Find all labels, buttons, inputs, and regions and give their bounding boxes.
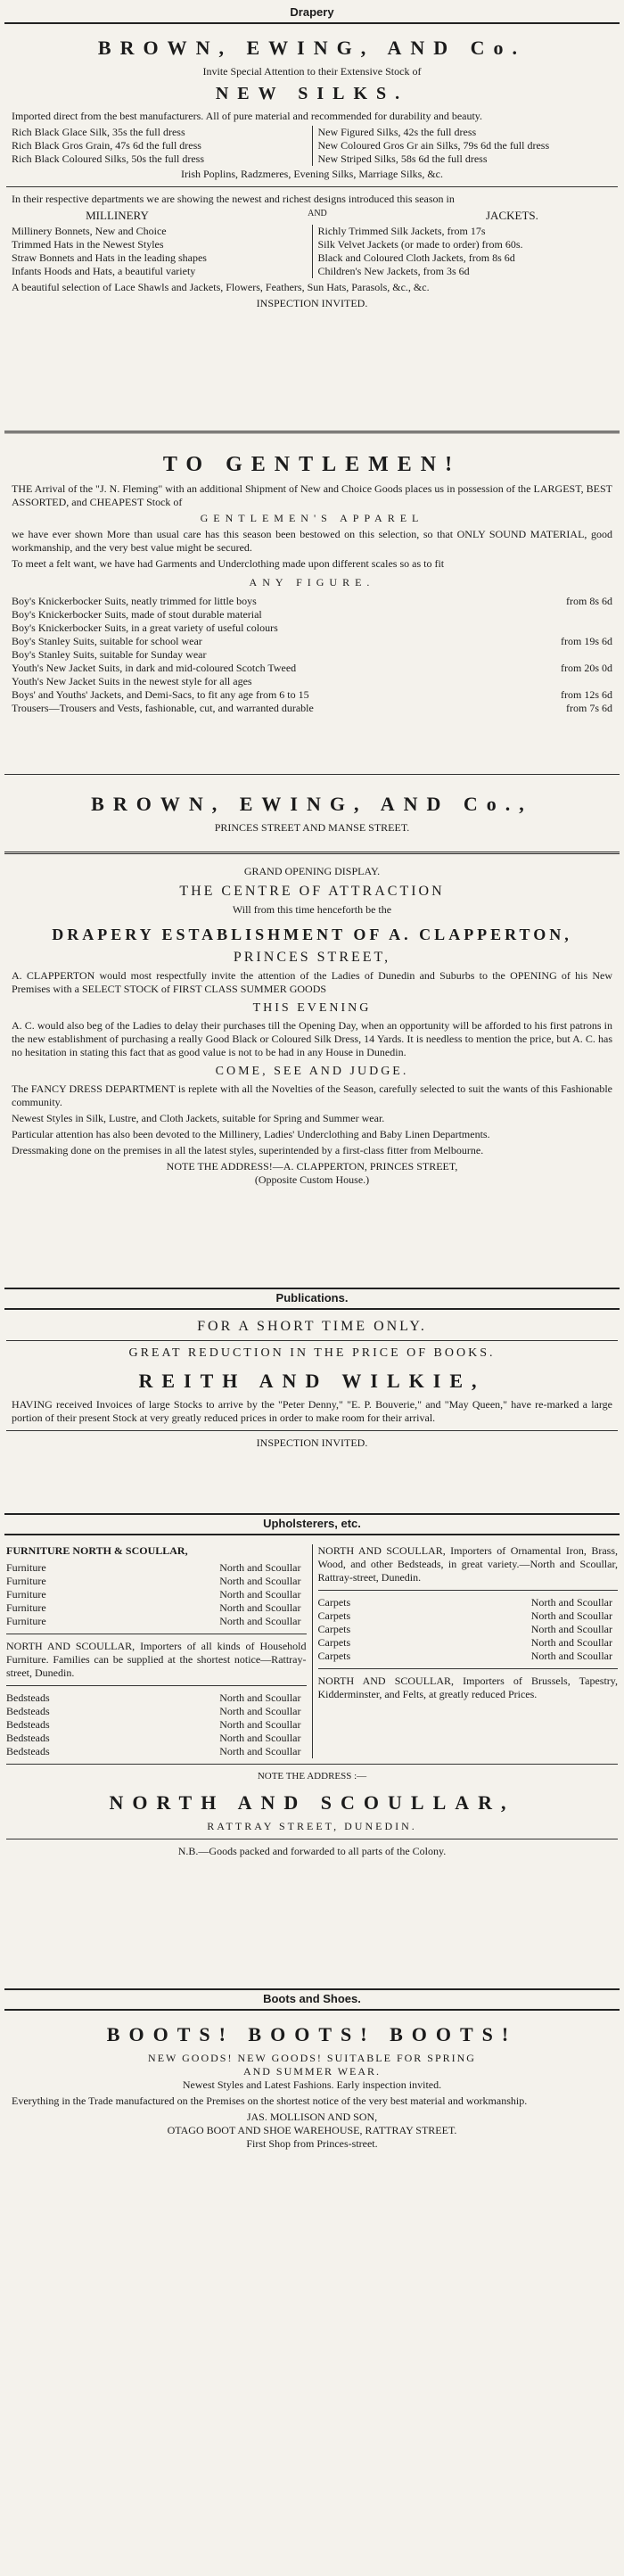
divider: [4, 852, 620, 854]
ad-subheading: NEW SILKS.: [215, 84, 409, 103]
item-text: Boy's Stanley Suits, suitable for school wear: [12, 635, 202, 647]
list-item: [318, 1650, 619, 1663]
list-item: New Striped Silks, 58s 6d the full dress: [317, 152, 488, 165]
ad-heading: BROWN, EWING, AND Co.,: [91, 793, 533, 815]
item-text: Boy's Knickerbocker Suits, neatly trimmed for little boys: [12, 595, 257, 607]
dept-columns: [12, 225, 612, 278]
list-item: [12, 608, 612, 621]
list-item: [6, 1745, 307, 1758]
dept-heads: [6, 209, 618, 223]
list-item: Black and Coloured Cloth Jackets, from 8s 6d: [317, 251, 515, 264]
item-text: Boy's Knickerbocker Suits, made of stout durable material: [12, 608, 262, 621]
ad-paragraph: NORTH AND SCOULLAR, Importers of Brussels, Tapestry, Kidderminster, and Felts, at greatly reduced Prices.: [317, 1675, 618, 1700]
item-maker: North and Scoullar: [530, 1650, 612, 1662]
item-text: Bedsteads: [6, 1732, 50, 1744]
list-item: [12, 675, 612, 688]
item-price: from 20s 0d: [561, 662, 612, 674]
list-item: New Figured Silks, 42s the full dress: [317, 126, 477, 138]
section-heading-publications: Publications.: [4, 1288, 620, 1310]
item-maker: North and Scoullar: [219, 1615, 301, 1627]
list-item: Children's New Jackets, from 3s 6d: [317, 265, 470, 277]
ad-heading: DRAPERY ESTABLISHMENT OF A. CLAPPERTON,: [52, 926, 572, 943]
item-text: Carpets: [317, 1650, 351, 1662]
ad-paragraph: Imported direct from the best manufacturers. All of pure material and recommended for durability and beauty.: [12, 110, 483, 122]
item-maker: North and Scoullar: [219, 1705, 301, 1717]
millinery-column: [12, 225, 307, 278]
ad-paragraph: A beautiful selection of Lace Shawls and Jackets, Flowers, Feathers, Sun Hats, Parasols, &c., &c.: [12, 281, 430, 293]
ad-line: First Shop from Princes-street.: [246, 2137, 378, 2150]
item-text: Youth's New Jacket Suits, in dark and mid-coloured Scotch Tweed: [12, 662, 297, 674]
divider: [6, 1764, 618, 1765]
list-item: [12, 635, 612, 648]
list-item: Trimmed Hats in the Newest Styles: [12, 238, 164, 251]
ad-paragraph: The FANCY DRESS DEPARTMENT is replete with all the Novelties of the Season, carefully selected to suit the wants of this Fashionable community.: [12, 1082, 612, 1108]
ad-paragraph: Particular attention has also been devoted to the Millinery, Ladies' Underclothing and Baby Linen Departments.: [12, 1128, 490, 1140]
section-heading-upholsterers: Upholsterers, etc.: [4, 1513, 620, 1535]
item-text: Furniture: [6, 1561, 46, 1574]
item-maker: North and Scoullar: [219, 1745, 301, 1757]
ad-paragraph: To meet a felt want, we have had Garments and Underclothing made upon different scales so as to fit: [12, 557, 445, 570]
list-item: [6, 1601, 307, 1615]
north-right-column: [312, 1544, 619, 1758]
list-item: [318, 1609, 619, 1623]
ad-paragraph: NORTH AND SCOULLAR, Importers of all kinds of Household Furniture. Families can be supplied at the shortest notice—Rattray-street, Dunedin.: [6, 1640, 307, 1679]
ad-heading: REITH AND WILKIE,: [138, 1370, 486, 1392]
ad-paragraph: In their respective departments we are showing the newest and richest designs introduced this season in: [12, 193, 455, 205]
silk-left-column: [12, 126, 307, 166]
ad-line: Invite Special Attention to their Extensive Stock of: [202, 65, 422, 78]
list-item: Infants Hoods and Hats, a beautiful variety: [12, 265, 196, 277]
list-item: [6, 1732, 307, 1745]
list-item: [6, 1615, 307, 1628]
list-item: Millinery Bonnets, New and Choice: [12, 225, 167, 237]
silk-price-columns: [12, 126, 612, 166]
ad-line: GRAND OPENING DISPLAY.: [243, 865, 381, 877]
jackets-column: [312, 225, 613, 278]
inspection-line: INSPECTION INVITED.: [256, 1436, 368, 1449]
list-item: New Coloured Gros Gr ain Silks, 79s 6d the full dress: [317, 139, 550, 152]
ad-line: Will from this time henceforth be the: [232, 903, 392, 916]
price-list: [12, 595, 612, 715]
list-item: [318, 1596, 619, 1609]
item-text: Youth's New Jacket Suits in the newest style for all ages: [12, 675, 252, 687]
ad-subheading: GENTLEMEN'S APPAREL: [200, 512, 424, 524]
ad-heading: NORTH AND SCOULLAR,: [109, 1791, 515, 1814]
item-maker: North and Scoullar: [530, 1596, 612, 1609]
silk-right-column: [312, 126, 613, 166]
ad-subheading: COME, SEE AND JUDGE.: [215, 1065, 409, 1078]
list-item: Silk Velvet Jackets (or made to order) from 60s.: [317, 238, 523, 251]
ad-paragraph: Everything in the Trade manufactured on the Premises on the shortest notice of the very best material and workmanship.: [12, 2095, 528, 2107]
item-text: Furniture: [6, 1601, 46, 1614]
clapperton-ad: [4, 861, 620, 1288]
ad-subheading: FOR A SHORT TIME ONLY.: [197, 1319, 427, 1334]
list-item: Straw Bonnets and Hats in the leading shapes: [12, 251, 207, 264]
ad-paragraph: A. C. would also beg of the Ladies to delay their purchases till the Opening Day, when an opportunity will be afforded to his first patrons in the new establishment of purchasing a really Good Black or Coloured Silk Dress, 14 Yards. It is needless to mention the price, but A. C. has no hesitation in stating this fact that as good value is not to be had in any House in Dunedin.: [12, 1019, 612, 1058]
item-text: Carpets: [317, 1609, 351, 1622]
item-text: Bedsteads: [6, 1745, 50, 1757]
brown-ewing-silks-ad: [4, 24, 620, 424]
reith-wilkie-ad: [4, 1310, 620, 1513]
ad-address: (Opposite Custom House.): [254, 1173, 370, 1186]
item-maker: North and Scoullar: [219, 1601, 301, 1614]
ad-paragraph: A. CLAPPERTON would most respectfully invite the attention of the Ladies of Dunedin and Suburbs to the OPENING of his New Premises with a SELECT STOCK of FIRST CLASS SUMMER GOODS: [12, 969, 612, 995]
millinery-heading: MILLINERY: [86, 209, 149, 222]
item-text: Bedsteads: [6, 1718, 50, 1731]
list-item: [6, 1691, 307, 1705]
list-item: [12, 688, 612, 702]
list-item: [318, 1636, 619, 1650]
ad-heading: FURNITURE NORTH & SCOULLAR,: [6, 1544, 188, 1557]
list-item: [6, 1718, 307, 1732]
ad-paragraph: we have ever shown More than usual care has this season been bestowed on this selection, so that ONLY SOUND MATERIAL, good workmanship, and the very best value might be secured.: [12, 528, 612, 554]
ad-paragraph: HAVING received Invoices of large Stocks to arrive by the "Peter Denny," "E. P. Bouverie," and "May Queen," have re-marked a large portion of their present Stock at very greatly reduced prices in order to make room for their arrival.: [12, 1398, 612, 1424]
ad-address: RATTRAY STREET, DUNEDIN.: [207, 1820, 417, 1832]
item-text: Furniture: [6, 1575, 46, 1587]
list-item: [318, 1623, 619, 1636]
item-maker: North and Scoullar: [219, 1575, 301, 1587]
ad-heading: BROWN, EWING, AND Co.: [97, 37, 527, 59]
item-text: Boy's Stanley Suits, suitable for Sunday wear: [12, 648, 207, 661]
ad-line: JAS. MOLLISON AND SON,: [246, 2111, 378, 2123]
to-gentlemen-ad: [4, 440, 620, 769]
ad-paragraph: Dressmaking done on the premises in all the latest styles, superintended by a first-class fitter from Melbourne.: [12, 1144, 484, 1156]
item-text: Bedsteads: [6, 1705, 50, 1717]
item-text: Furniture: [6, 1588, 46, 1601]
jackets-heading: JACKETS.: [486, 209, 538, 222]
item-text: Carpets: [317, 1623, 351, 1635]
item-text: Carpets: [317, 1636, 351, 1649]
list-item: [6, 1561, 307, 1575]
list-item: Rich Black Gros Grain, 47s 6d the full dress: [12, 139, 201, 152]
item-maker: North and Scoullar: [530, 1623, 612, 1635]
boots-ad: [4, 2011, 620, 2214]
divider: [6, 186, 618, 187]
ad-paragraph: NORTH AND SCOULLAR, Importers of Ornamental Iron, Brass, Wood, and other Bedsteads, in great variety.—North and Scoullar, Rattray-street, Dunedin.: [317, 1544, 618, 1584]
list-item: [12, 662, 612, 675]
ad-address: OTAGO BOOT AND SHOE WAREHOUSE, RATTRAY STREET.: [167, 2124, 457, 2136]
ad-paragraph: THE Arrival of the "J. N. Fleming" with an additional Shipment of New and Choice Goods places us in possession of the LARGEST, BEST ASSORTED, and CHEAPEST Stock of: [12, 482, 612, 508]
item-maker: North and Scoullar: [530, 1636, 612, 1649]
ad-line: Newest Styles and Latest Fashions. Early inspection invited.: [182, 2078, 442, 2091]
item-text: Furniture: [6, 1615, 46, 1627]
divider: [318, 1668, 619, 1669]
ad-subheading: GREAT REDUCTION IN THE PRICE OF BOOKS.: [128, 1346, 496, 1360]
list-item: Rich Black Glace Silk, 35s the full dress: [12, 126, 185, 138]
ad-line: AND SUMMER WEAR.: [242, 2065, 382, 2078]
item-text: Boys' and Youths' Jackets, and Demi-Sacs, to fit any age from 6 to 15: [12, 688, 309, 701]
item-text: Trousers—Trousers and Vests, fashionable, cut, and warranted durable: [12, 702, 314, 714]
ad-heading: BOOTS! BOOTS! BOOTS!: [106, 2023, 518, 2045]
ad-line: N.B.—Goods packed and forwarded to all parts of the Colony.: [177, 1845, 447, 1857]
newspaper-page: [4, 0, 620, 2214]
list-item: [6, 1575, 307, 1588]
north-columns: [6, 1544, 618, 1758]
divider: [4, 431, 620, 433]
ad-paragraph: Newest Styles in Silk, Lustre, and Cloth Jackets, suitable for Spring and Summer wear.: [12, 1112, 385, 1124]
item-price: from 12s 6d: [561, 688, 612, 701]
ad-address: PRINCES STREET AND MANSE STREET.: [214, 821, 410, 834]
item-text: Carpets: [317, 1596, 351, 1609]
ad-heading: TO GENTLEMEN!: [162, 453, 462, 476]
item-maker: North and Scoullar: [530, 1609, 612, 1622]
ad-subheading: THE CENTRE OF ATTRACTION: [179, 884, 445, 899]
list-item: [6, 1705, 307, 1718]
divider: [4, 774, 620, 775]
item-maker: North and Scoullar: [219, 1732, 301, 1744]
item-maker: North and Scoullar: [219, 1588, 301, 1601]
item-text: Bedsteads: [6, 1691, 50, 1704]
ad-subheading: PRINCES STREET,: [233, 950, 391, 965]
inspection-line: INSPECTION INVITED.: [256, 297, 368, 309]
list-item: [12, 648, 612, 662]
list-item: [12, 595, 612, 608]
list-item: Rich Black Coloured Silks, 50s the full dress: [12, 152, 204, 165]
ad-line: NOTE THE ADDRESS :—: [257, 1771, 367, 1782]
divider: [6, 1430, 618, 1431]
north-left-column: [6, 1544, 307, 1758]
ad-address: NOTE THE ADDRESS!—A. CLAPPERTON, PRINCES STREET,: [166, 1160, 458, 1173]
section-heading-drapery: Drapery: [4, 4, 620, 24]
list-item: Richly Trimmed Silk Jackets, from 17s: [317, 225, 486, 237]
north-scoullar-ad: [4, 1535, 620, 1988]
divider: [318, 1590, 619, 1591]
item-price: from 8s 6d: [566, 595, 612, 607]
ad-line: NEW GOODS! NEW GOODS! SUITABLE FOR SPRING: [148, 2052, 476, 2064]
list-item: [12, 621, 612, 635]
item-text: Boy's Knickerbocker Suits, in a great variety of useful colours: [12, 621, 278, 634]
divider: [6, 1340, 618, 1341]
list-item: [6, 1588, 307, 1601]
section-heading-boots: Boots and Shoes.: [4, 1988, 620, 2011]
item-price: from 19s 6d: [561, 635, 612, 647]
ad-subheading: THIS EVENING: [252, 1001, 372, 1015]
ad-subheading: ANY FIGURE.: [249, 576, 375, 588]
item-maker: North and Scoullar: [219, 1561, 301, 1574]
list-item: [12, 702, 612, 715]
item-maker: North and Scoullar: [219, 1691, 301, 1704]
ad-line: Irish Poplins, Radzmeres, Evening Silks, Marriage Silks, &c.: [181, 168, 443, 180]
item-maker: North and Scoullar: [219, 1718, 301, 1731]
and-text: AND: [308, 209, 327, 218]
item-price: from 7s 6d: [566, 702, 612, 714]
brown-ewing-address-ad: [4, 780, 620, 844]
divider: [6, 1685, 307, 1686]
